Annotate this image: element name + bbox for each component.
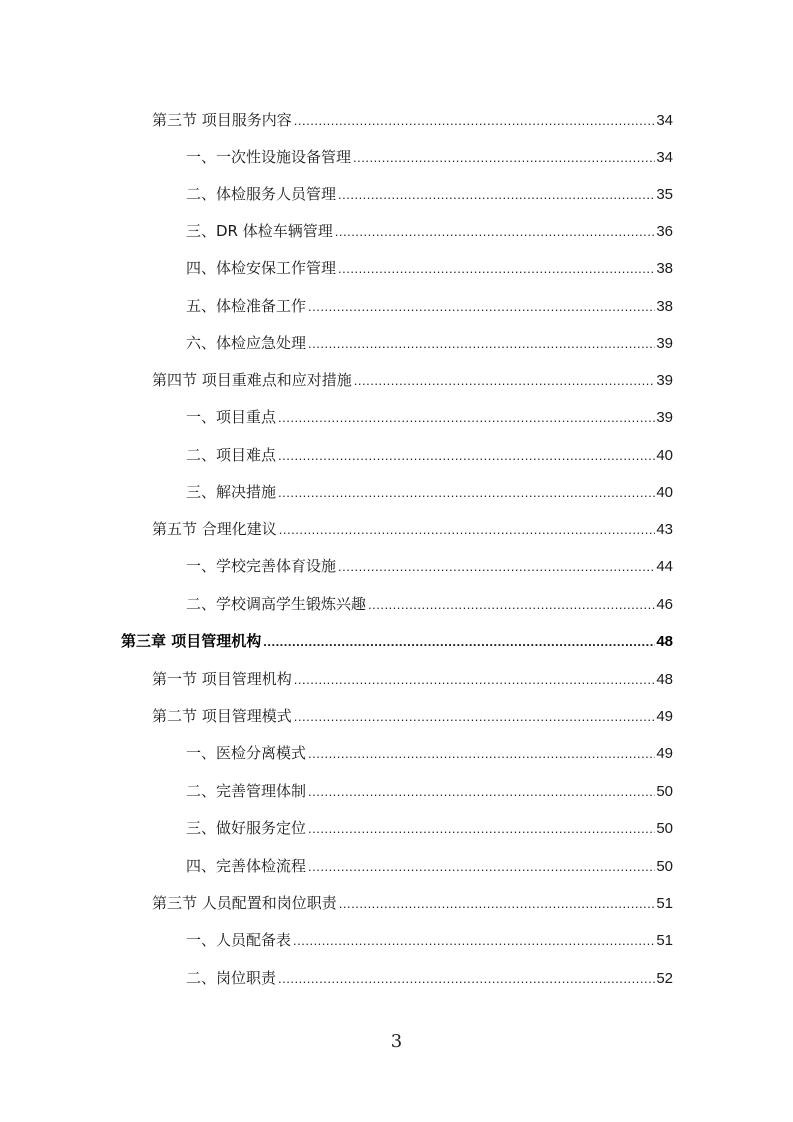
dot-leader	[354, 371, 656, 391]
toc-entry-title: 一、一次性设施设备管理	[186, 148, 352, 166]
toc-entry-title: 二、岗位职责	[186, 969, 277, 987]
toc-entry-title: 四、完善体检流程	[186, 857, 307, 875]
toc-entry-page: 48	[656, 671, 673, 688]
toc-entry-subsection[interactable]	[186, 482, 673, 502]
toc-entry-page: 48	[656, 633, 673, 650]
toc-entry-page: 49	[656, 745, 673, 762]
toc-entry-page: 50	[656, 783, 673, 800]
toc-entry-title: 三、做好服务定位	[186, 819, 307, 837]
toc-entry-section[interactable]	[152, 669, 673, 689]
toc-entry-section[interactable]	[152, 370, 673, 390]
toc-entry-subsection[interactable]	[186, 818, 673, 838]
toc-entry-page: 51	[656, 932, 673, 949]
toc-entry-subsection[interactable]	[186, 930, 673, 950]
toc-entry-title: 四、体检安保工作管理	[186, 259, 337, 277]
dot-leader	[278, 483, 655, 503]
dot-leader	[279, 520, 656, 540]
toc-entry-page: 34	[656, 149, 673, 166]
toc-entry-title: 二、体检服务人员管理	[186, 185, 337, 203]
toc-entry-title: 第四节 项目重难点和应对措施	[152, 371, 352, 389]
toc-entry-title: 三、DR 体检车辆管理	[186, 222, 333, 240]
dot-leader	[294, 707, 656, 727]
toc-entry-title: 第三节 项目服务内容	[152, 111, 292, 129]
toc-entry-section[interactable]	[152, 110, 673, 130]
toc-entry-subsection[interactable]	[186, 594, 673, 614]
toc-entry-page: 50	[656, 820, 673, 837]
dot-leader	[308, 744, 655, 764]
toc-entry-page: 34	[656, 112, 673, 129]
toc-entry-page: 39	[656, 335, 673, 352]
toc-entry-title: 五、体检准备工作	[186, 297, 307, 315]
toc-entry-page: 36	[656, 223, 673, 240]
dot-leader	[263, 632, 655, 652]
toc-entry-title: 一、项目重点	[186, 408, 277, 426]
dot-leader	[308, 334, 655, 354]
toc-entry-title: 六、体检应急处理	[186, 334, 307, 352]
toc-entry-subsection[interactable]	[186, 333, 673, 353]
dot-leader	[308, 297, 655, 317]
toc-entry-section[interactable]	[152, 893, 673, 913]
toc-entry-title: 二、完善管理体制	[186, 782, 307, 800]
dot-leader	[339, 894, 656, 914]
toc-entry-title: 一、学校完善体育设施	[186, 557, 337, 575]
dot-leader	[335, 222, 656, 242]
toc-entry-page: 51	[656, 895, 673, 912]
toc-entry-section[interactable]	[152, 706, 673, 726]
toc-entry-page: 52	[656, 970, 673, 987]
toc-entry-title: 第三节 人员配置和岗位职责	[152, 894, 337, 912]
page-number: 3	[390, 1031, 403, 1052]
toc-entry-page: 39	[656, 409, 673, 426]
dot-leader	[293, 931, 655, 951]
dot-leader	[338, 557, 655, 577]
toc-entry-title: 一、人员配备表	[186, 931, 292, 949]
toc-entry-title: 第二节 项目管理模式	[152, 707, 292, 725]
dot-leader	[338, 185, 655, 205]
toc-entry-page: 43	[656, 521, 673, 538]
dot-leader	[278, 446, 655, 466]
toc-entry-subsection[interactable]	[186, 556, 673, 576]
toc-entry-title: 二、学校调高学生锻炼兴趣	[186, 595, 367, 613]
toc-entry-subsection[interactable]	[186, 258, 673, 278]
toc-entry-subsection[interactable]	[186, 856, 673, 876]
dot-leader	[308, 857, 655, 877]
toc-entry-page: 49	[656, 708, 673, 725]
dot-leader	[308, 819, 655, 839]
toc-entry-subsection[interactable]	[186, 968, 673, 988]
toc-entry-title: 第一节 项目管理机构	[152, 670, 292, 688]
toc-entry-page: 44	[656, 558, 673, 575]
toc-entry-page: 39	[656, 372, 673, 389]
toc-entry-page: 38	[656, 298, 673, 315]
toc-entry-page: 46	[656, 596, 673, 613]
toc-entry-subsection[interactable]	[186, 221, 673, 241]
toc-entry-subsection[interactable]	[186, 296, 673, 316]
toc-entry-subsection[interactable]	[186, 184, 673, 204]
toc-entry-subsection[interactable]	[186, 781, 673, 801]
toc-entry-page: 50	[656, 858, 673, 875]
dot-leader	[308, 782, 655, 802]
toc-entry-page: 38	[656, 260, 673, 277]
toc-entry-title: 第五节 合理化建议	[152, 520, 277, 538]
toc-entry-section[interactable]	[152, 519, 673, 539]
dot-leader	[294, 111, 656, 131]
dot-leader	[338, 259, 655, 279]
dot-leader	[278, 408, 655, 428]
toc-entry-page: 40	[656, 447, 673, 464]
dot-leader	[294, 670, 656, 690]
toc-entry-title: 一、医检分离模式	[186, 744, 307, 762]
toc-entry-page: 40	[656, 484, 673, 501]
toc-entry-subsection[interactable]	[186, 407, 673, 427]
toc-entry-page: 35	[656, 186, 673, 203]
toc-entry-title: 第三章 项目管理机构	[121, 632, 262, 650]
toc-entry-subsection[interactable]	[186, 743, 673, 763]
toc-entry-title: 二、项目难点	[186, 446, 277, 464]
toc-entry-chapter[interactable]	[121, 631, 673, 651]
dot-leader	[353, 148, 655, 168]
toc-entry-subsection[interactable]	[186, 445, 673, 465]
toc-entry-title: 三、解决措施	[186, 483, 277, 501]
dot-leader	[368, 595, 655, 615]
toc-entry-subsection[interactable]	[186, 147, 673, 167]
dot-leader	[278, 969, 655, 989]
